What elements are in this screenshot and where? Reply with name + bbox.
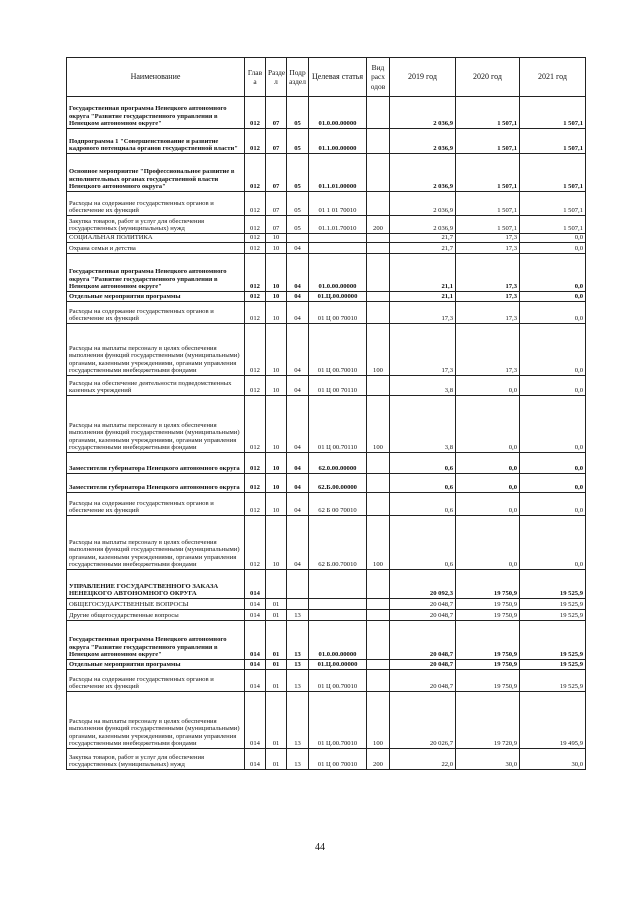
cell-chapter: 014	[245, 749, 266, 770]
cell-expense-type: 200	[367, 216, 390, 234]
table-row	[67, 692, 586, 749]
cell-2019: 20 048,7	[390, 660, 456, 670]
cell-2019: 20 048,7	[390, 621, 456, 660]
cell-subsection: 04	[287, 292, 309, 302]
cell-2021: 19 525,9	[520, 660, 586, 670]
cell-2019: 3,8	[390, 396, 456, 453]
cell-2020: 19 750,9	[456, 610, 520, 621]
cell-expense-type	[367, 292, 390, 302]
table-header-row	[67, 58, 586, 97]
cell-2021: 0,0	[520, 292, 586, 302]
cell-2021: 19 525,9	[520, 599, 586, 610]
cell-2019: 21,1	[390, 254, 456, 292]
cell-target-article: 01.1.00.00000	[309, 129, 367, 154]
cell-chapter: 012	[245, 493, 266, 516]
cell-chapter: 012	[245, 324, 266, 376]
cell-expense-type	[367, 129, 390, 154]
table-row	[67, 396, 586, 453]
cell-2021: 0,0	[520, 243, 586, 254]
cell-target-article: 01 Ц 00 70010	[309, 749, 367, 770]
cell-target-article: 62 Б.00.70010	[309, 516, 367, 570]
cell-name: Государственная программа Ненецкого автономного округа "Развитие государственного управления в Ненецком автономном округе"	[67, 621, 245, 660]
cell-expense-type	[367, 660, 390, 670]
cell-2021: 0,0	[520, 516, 586, 570]
cell-chapter: 012	[245, 234, 266, 243]
cell-section: 10	[266, 324, 287, 376]
cell-subsection: 04	[287, 474, 309, 493]
cell-chapter: 012	[245, 192, 266, 216]
cell-subsection: 04	[287, 453, 309, 474]
table-row	[67, 599, 586, 610]
cell-name: Отдельные мероприятия программы	[67, 292, 245, 302]
cell-subsection	[287, 599, 309, 610]
cell-2019: 3,8	[390, 376, 456, 396]
cell-chapter: 012	[245, 474, 266, 493]
cell-expense-type	[367, 610, 390, 621]
cell-subsection: 04	[287, 516, 309, 570]
cell-2021: 1 507,1	[520, 216, 586, 234]
cell-subsection: 13	[287, 610, 309, 621]
cell-2020: 19 750,9	[456, 621, 520, 660]
cell-2020: 17,3	[456, 324, 520, 376]
cell-name: Расходы на содержание государственных органов и обеспечение их функций	[67, 192, 245, 216]
cell-section: 01	[266, 660, 287, 670]
col-header-expense-type: Вид расх одов	[367, 58, 390, 97]
cell-2019: 2 036,9	[390, 216, 456, 234]
cell-target-article: 01 Ц 00.70010	[309, 324, 367, 376]
cell-target-article: 62 Б 00 70010	[309, 493, 367, 516]
cell-target-article	[309, 570, 367, 599]
cell-chapter: 012	[245, 302, 266, 324]
cell-2020: 19 750,9	[456, 570, 520, 599]
cell-name: Закупка товаров, работ и услуг для обеспечения государственных (муниципальных) нужд	[67, 749, 245, 770]
cell-2021: 19 525,9	[520, 610, 586, 621]
cell-section: 07	[266, 154, 287, 192]
cell-2019: 0,6	[390, 493, 456, 516]
cell-subsection: 05	[287, 216, 309, 234]
cell-target-article: 01 Ц 00 70110	[309, 376, 367, 396]
cell-expense-type	[367, 243, 390, 254]
cell-chapter: 012	[245, 154, 266, 192]
cell-subsection: 13	[287, 692, 309, 749]
cell-chapter: 014	[245, 670, 266, 692]
cell-2019: 0,6	[390, 453, 456, 474]
cell-chapter: 014	[245, 692, 266, 749]
cell-expense-type: 100	[367, 692, 390, 749]
cell-2020: 17,3	[456, 234, 520, 243]
cell-2020: 19 750,9	[456, 599, 520, 610]
cell-2020: 1 507,1	[456, 192, 520, 216]
cell-section: 07	[266, 97, 287, 129]
cell-section: 07	[266, 216, 287, 234]
cell-subsection: 04	[287, 396, 309, 453]
cell-target-article: 01 Ц 00 70010	[309, 302, 367, 324]
cell-subsection: 04	[287, 254, 309, 292]
cell-subsection	[287, 234, 309, 243]
cell-chapter: 014	[245, 570, 266, 599]
cell-2021: 0,0	[520, 396, 586, 453]
table-row	[67, 243, 586, 254]
cell-section: 07	[266, 192, 287, 216]
cell-2019: 20 048,7	[390, 599, 456, 610]
cell-section: 10	[266, 493, 287, 516]
cell-expense-type	[367, 453, 390, 474]
col-header-section: Разде л	[266, 58, 287, 97]
cell-2020: 0,0	[456, 396, 520, 453]
table-row	[67, 670, 586, 692]
cell-chapter: 012	[245, 292, 266, 302]
cell-section: 07	[266, 129, 287, 154]
cell-2021: 19 495,9	[520, 692, 586, 749]
cell-2019: 21,7	[390, 243, 456, 254]
cell-subsection: 04	[287, 324, 309, 376]
cell-target-article: 01.1.01.00000	[309, 154, 367, 192]
cell-name: СОЦИАЛЬНАЯ ПОЛИТИКА	[67, 234, 245, 243]
cell-2019: 20 026,7	[390, 692, 456, 749]
col-header-2019: 2019 год	[390, 58, 456, 97]
cell-2021: 0,0	[520, 234, 586, 243]
cell-target-article: 62.0.00.00000	[309, 453, 367, 474]
cell-expense-type	[367, 302, 390, 324]
cell-name: УПРАВЛЕНИЕ ГОСУДАРСТВЕННОГО ЗАКАЗА НЕНЕЦКОГО АВТОНОМНОГО ОКРУГА	[67, 570, 245, 599]
table-row	[67, 192, 586, 216]
cell-name: Отдельные мероприятия программы	[67, 660, 245, 670]
cell-2021: 0,0	[520, 324, 586, 376]
cell-target-article: 01.Ц.00.00000	[309, 660, 367, 670]
cell-name: Расходы на содержание государственных органов и обеспечение их функций	[67, 670, 245, 692]
cell-2020: 1 507,1	[456, 216, 520, 234]
cell-2019: 22,0	[390, 749, 456, 770]
cell-chapter: 014	[245, 610, 266, 621]
cell-2020: 0,0	[456, 453, 520, 474]
table-row	[67, 324, 586, 376]
cell-section: 10	[266, 376, 287, 396]
cell-subsection: 13	[287, 660, 309, 670]
cell-section: 10	[266, 254, 287, 292]
cell-target-article: 01 1 01 70010	[309, 192, 367, 216]
cell-subsection: 04	[287, 243, 309, 254]
cell-2021: 30,0	[520, 749, 586, 770]
table-row	[67, 376, 586, 396]
cell-section: 10	[266, 234, 287, 243]
cell-expense-type	[367, 254, 390, 292]
table-row	[67, 302, 586, 324]
cell-2021: 0,0	[520, 302, 586, 324]
cell-subsection	[287, 570, 309, 599]
cell-expense-type: 100	[367, 324, 390, 376]
cell-subsection: 13	[287, 749, 309, 770]
cell-2019: 2 036,9	[390, 154, 456, 192]
cell-subsection: 13	[287, 621, 309, 660]
cell-target-article	[309, 610, 367, 621]
cell-chapter: 014	[245, 660, 266, 670]
cell-target-article: 62.Б.00.00000	[309, 474, 367, 493]
cell-target-article: 01.1.01.70010	[309, 216, 367, 234]
cell-section: 10	[266, 516, 287, 570]
cell-chapter: 012	[245, 396, 266, 453]
cell-expense-type	[367, 376, 390, 396]
cell-expense-type	[367, 570, 390, 599]
cell-2021: 1 507,1	[520, 129, 586, 154]
cell-expense-type: 100	[367, 396, 390, 453]
cell-2021: 1 507,1	[520, 97, 586, 129]
table-row	[67, 254, 586, 292]
cell-name: Подпрограмма 1 "Совершенствование и развитие кадрового потенциала органов государственной власти"	[67, 129, 245, 154]
cell-subsection: 05	[287, 192, 309, 216]
cell-2019: 21,1	[390, 292, 456, 302]
cell-2019: 17,3	[390, 324, 456, 376]
col-header-chapter: Глав а	[245, 58, 266, 97]
cell-expense-type: 200	[367, 749, 390, 770]
cell-2019: 20 048,7	[390, 610, 456, 621]
cell-target-article: 01.0.00.00000	[309, 254, 367, 292]
cell-2019: 2 036,9	[390, 97, 456, 129]
cell-expense-type	[367, 621, 390, 660]
cell-chapter: 012	[245, 129, 266, 154]
cell-name: Расходы на выплаты персоналу в целях обеспечения выполнения функций государственными (муниципальными) органами, казенными учреждениями, органами управления государственными внебюджетными фондами	[67, 396, 245, 453]
cell-expense-type	[367, 154, 390, 192]
cell-target-article	[309, 234, 367, 243]
cell-chapter: 014	[245, 621, 266, 660]
cell-name: Расходы на обеспечение деятельности подведомственных казенных учреждений	[67, 376, 245, 396]
cell-2021: 0,0	[520, 474, 586, 493]
cell-chapter: 014	[245, 599, 266, 610]
cell-subsection: 05	[287, 154, 309, 192]
cell-name: Заместители губернатора Ненецкого автономного округа	[67, 453, 245, 474]
cell-name: Заместители губернатора Ненецкого автономного округа	[67, 474, 245, 493]
cell-section: 10	[266, 474, 287, 493]
cell-chapter: 012	[245, 254, 266, 292]
table-row	[67, 474, 586, 493]
cell-name: Охрана семьи и детства	[67, 243, 245, 254]
cell-2020: 0,0	[456, 376, 520, 396]
cell-section: 10	[266, 396, 287, 453]
cell-name: Расходы на выплаты персоналу в целях обеспечения выполнения функций государственными (муниципальными) органами, казенными учреждениями, органами управления государственными внебюджетными фондами	[67, 324, 245, 376]
cell-chapter: 012	[245, 376, 266, 396]
table-row	[67, 453, 586, 474]
table-row	[67, 129, 586, 154]
cell-subsection: 04	[287, 493, 309, 516]
cell-expense-type	[367, 599, 390, 610]
cell-2020: 1 507,1	[456, 97, 520, 129]
col-header-name: Наименование	[67, 58, 245, 97]
cell-section: 01	[266, 692, 287, 749]
cell-2020: 17,3	[456, 302, 520, 324]
cell-name: Другие общегосударственные вопросы	[67, 610, 245, 621]
table-row	[67, 97, 586, 129]
cell-expense-type	[367, 97, 390, 129]
cell-target-article: 01 Ц.00.70010	[309, 692, 367, 749]
cell-2021: 0,0	[520, 453, 586, 474]
cell-name: Расходы на выплаты персоналу в целях обеспечения выполнения функций государственными (муниципальными) органами, казенными учреждениями, органами управления государственными внебюджетными фондами	[67, 516, 245, 570]
table-row	[67, 610, 586, 621]
cell-2020: 0,0	[456, 493, 520, 516]
table-row	[67, 292, 586, 302]
table-row	[67, 621, 586, 660]
cell-2019: 2 036,9	[390, 192, 456, 216]
cell-2021: 0,0	[520, 376, 586, 396]
cell-name: Закупка товаров, работ и услуг для обеспечения государственных (муниципальных) нужд	[67, 216, 245, 234]
cell-2019: 20 092,3	[390, 570, 456, 599]
cell-name: Расходы на содержание государственных органов и обеспечение их функций	[67, 493, 245, 516]
table-row	[67, 493, 586, 516]
cell-target-article	[309, 599, 367, 610]
cell-target-article: 01 Ц 00.70010	[309, 670, 367, 692]
cell-2020: 0,0	[456, 474, 520, 493]
col-header-2020: 2020 год	[456, 58, 520, 97]
cell-name: ОБЩЕГОСУДАРСТВЕННЫЕ ВОПРОСЫ	[67, 599, 245, 610]
budget-table	[66, 57, 586, 770]
cell-expense-type	[367, 234, 390, 243]
cell-expense-type	[367, 474, 390, 493]
cell-section: 01	[266, 670, 287, 692]
cell-chapter: 012	[245, 97, 266, 129]
cell-2021: 1 507,1	[520, 192, 586, 216]
cell-section: 10	[266, 453, 287, 474]
cell-2019: 17,3	[390, 302, 456, 324]
cell-name: Основное мероприятие "Профессиональное развитие в исполнительных органах государственной власти Ненецкого автономного округа"	[67, 154, 245, 192]
cell-section: 10	[266, 292, 287, 302]
table-row	[67, 154, 586, 192]
cell-2020: 30,0	[456, 749, 520, 770]
cell-section	[266, 570, 287, 599]
cell-2021: 19 525,9	[520, 570, 586, 599]
col-header-subsection: Подр аздел	[287, 58, 309, 97]
cell-2019: 0,6	[390, 474, 456, 493]
cell-2019: 2 036,9	[390, 129, 456, 154]
cell-section: 01	[266, 749, 287, 770]
cell-name: Расходы на выплаты персоналу в целях обеспечения выполнения функций государственными (муниципальными) органами, казенными учреждениями, органами управления государственными внебюджетными фондами	[67, 692, 245, 749]
cell-chapter: 012	[245, 216, 266, 234]
cell-expense-type	[367, 670, 390, 692]
cell-target-article: 01.0.00.00000	[309, 621, 367, 660]
cell-2020: 19 750,9	[456, 660, 520, 670]
cell-2021: 19 525,9	[520, 670, 586, 692]
cell-subsection: 13	[287, 670, 309, 692]
col-header-target-article: Целевая статья	[309, 58, 367, 97]
table-row	[67, 216, 586, 234]
cell-subsection: 04	[287, 376, 309, 396]
cell-2020: 17,3	[456, 292, 520, 302]
cell-section: 01	[266, 610, 287, 621]
cell-subsection: 05	[287, 97, 309, 129]
cell-target-article: 01.Ц.00.00000	[309, 292, 367, 302]
cell-2020: 1 507,1	[456, 154, 520, 192]
table-row	[67, 516, 586, 570]
table-row	[67, 570, 586, 599]
cell-name: Государственная программа Ненецкого автономного округа "Развитие государственного управления в Ненецком автономном округе"	[67, 254, 245, 292]
cell-section: 10	[266, 302, 287, 324]
cell-chapter: 012	[245, 516, 266, 570]
cell-2021: 1 507,1	[520, 154, 586, 192]
cell-2020: 17,3	[456, 243, 520, 254]
cell-section: 10	[266, 243, 287, 254]
table-row	[67, 234, 586, 243]
table-row	[67, 749, 586, 770]
cell-target-article: 01.0.00.00000	[309, 97, 367, 129]
cell-2020: 1 507,1	[456, 129, 520, 154]
cell-2020: 19 750,9	[456, 670, 520, 692]
cell-section: 01	[266, 621, 287, 660]
cell-2019: 21,7	[390, 234, 456, 243]
cell-section: 01	[266, 599, 287, 610]
cell-target-article: 01 Ц 00.70110	[309, 396, 367, 453]
cell-expense-type: 100	[367, 516, 390, 570]
cell-2020: 19 720,9	[456, 692, 520, 749]
cell-2021: 0,0	[520, 493, 586, 516]
cell-expense-type	[367, 192, 390, 216]
table-row	[67, 660, 586, 670]
cell-2020: 17,3	[456, 254, 520, 292]
cell-chapter: 012	[245, 243, 266, 254]
cell-subsection: 04	[287, 302, 309, 324]
cell-name: Расходы на содержание государственных органов и обеспечение их функций	[67, 302, 245, 324]
cell-2021: 0,0	[520, 254, 586, 292]
table-body	[67, 97, 586, 770]
cell-chapter: 012	[245, 453, 266, 474]
cell-2020: 0,0	[456, 516, 520, 570]
page-number: 44	[315, 842, 325, 853]
cell-2019: 20 048,7	[390, 670, 456, 692]
col-header-2021: 2021 год	[520, 58, 586, 97]
cell-target-article	[309, 243, 367, 254]
cell-2019: 0,6	[390, 516, 456, 570]
cell-2021: 19 525,9	[520, 621, 586, 660]
cell-name: Государственная программа Ненецкого автономного округа "Развитие государственного управления в Ненецком автономном округе"	[67, 97, 245, 129]
cell-expense-type	[367, 493, 390, 516]
cell-subsection: 05	[287, 129, 309, 154]
